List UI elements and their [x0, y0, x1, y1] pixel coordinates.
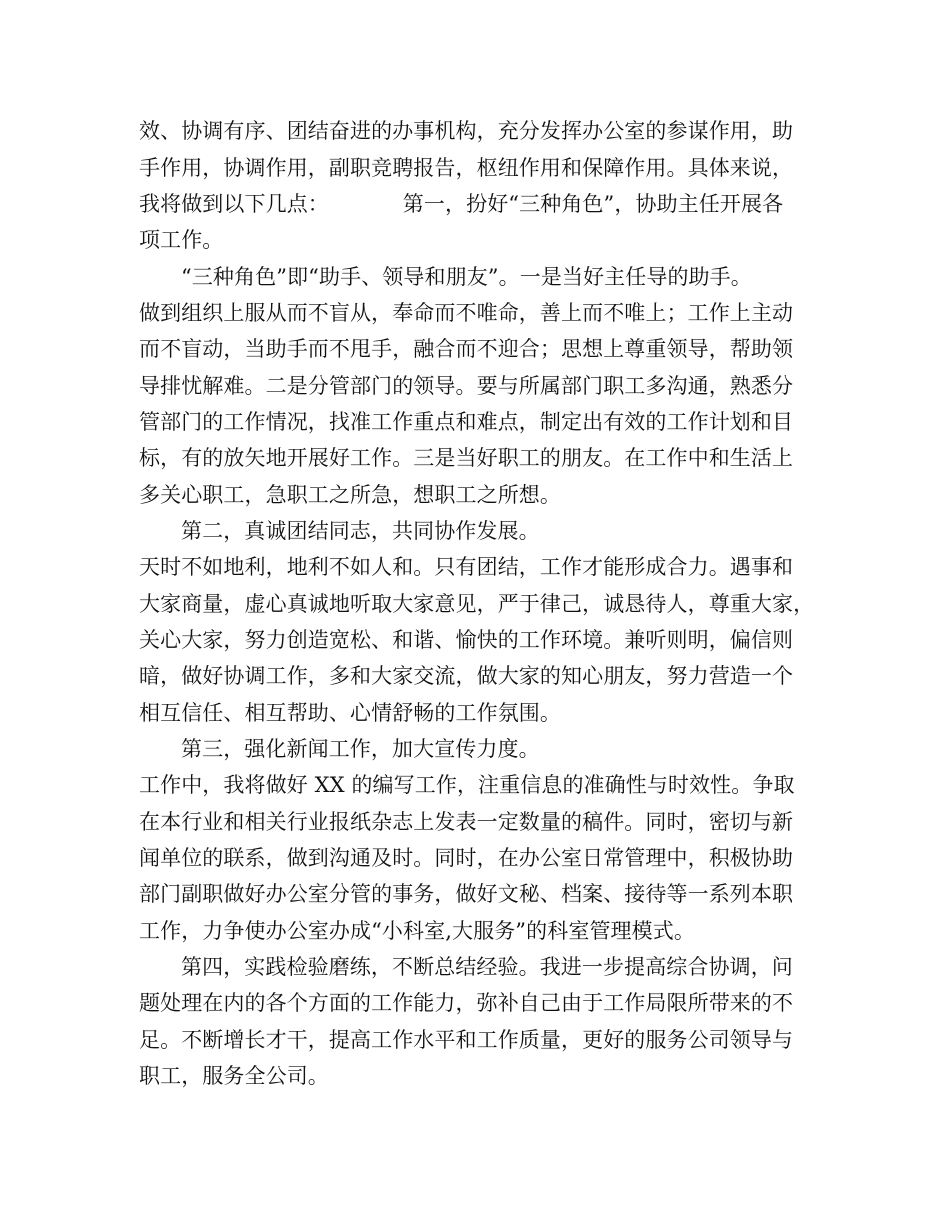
section-heading-4: 第四，实践检验磨练，不断总结经验。我进一步提高综合协调，问 [181, 955, 793, 979]
text-line: 导排忧解难。二是分管部门的领导。要与所属部门职工多沟通，熟悉分 [139, 374, 794, 398]
text-line: 在本行业和相关行业报纸杂志上发表一定数量的稿件。同时，密切与新 [139, 810, 794, 834]
paragraph-start-line: “三种角色”即“助手、领导和朋友”。一是当好主任导的助手。 [181, 265, 752, 289]
text-line: 工作中，我将做好 XX 的编写工作，注重信息的准确性与时效性。争取 [139, 773, 795, 797]
text-line: 我将做到以下几点： 第一，扮好“三种角色”，协助主任开展各 [139, 192, 784, 216]
text-line: 部门副职做好办公室分管的事务，做好文秘、档案、接待等一系列本职 [139, 882, 794, 906]
text-line: 天时不如地利，地利不如人和。只有团结，工作才能形成合力。遇事和 [139, 555, 794, 579]
text-line: 关心大家，努力创造宽松、和谐、愉快的工作环境。兼听则明，偏信则 [139, 628, 794, 652]
text-line: 效、协调有序、团结奋进的办事机构，充分发挥办公室的参谋作用，助 [139, 119, 794, 143]
text-line: 工作，力争使办公室办成“小科室,大服务”的科室管理模式。 [139, 919, 695, 943]
section-heading-3: 第三，强化新闻工作，加大宣传力度。 [181, 737, 540, 761]
text-line: 多关心职工，急职工之所急，想职工之所想。 [139, 483, 561, 507]
text-line: 项工作。 [139, 228, 224, 252]
text-line: 足。不断增长才干，提高工作水平和工作质量，更好的服务公司领导与 [139, 1028, 794, 1052]
text-line: 职工，服务全公司。 [139, 1064, 329, 1088]
text-line: 相互信任、相互帮助、心情舒畅的工作氛围。 [139, 701, 561, 725]
text-line: 暗，做好协调工作，多和大家交流，做大家的知心朋友，努力营造一个 [139, 664, 794, 688]
text-line: 大家商量，虚心真诚地听取大家意见，严于律己，诚恳待人，尊重大家， [139, 592, 815, 616]
text-line: 闻单位的联系，做到沟通及时。同时，在办公室日常管理中，积极协助 [139, 846, 794, 870]
section-heading-2: 第二，真诚团结同志，共同协作发展。 [181, 519, 540, 543]
text-line: 而不盲动，当助手而不甩手，融合而不迎合；思想上尊重领导，帮助领 [139, 337, 794, 361]
text-line: 做到组织上服从而不盲从，奉命而不唯命，善上而不唯上；工作上主动 [139, 301, 794, 325]
text-line: 手作用，协调作用，副职竞聘报告，枢纽作用和保障作用。具体来说， [139, 156, 794, 180]
text-line: 题处理在内的各个方面的工作能力，弥补自己由于工作局限所带来的不 [139, 991, 794, 1015]
text-line: 管部门的工作情况，找准工作重点和难点，制定出有效的工作计划和目 [139, 410, 794, 434]
text-line: 标，有的放矢地开展好工作。三是当好职工的朋友。在工作中和生活上 [139, 446, 794, 470]
